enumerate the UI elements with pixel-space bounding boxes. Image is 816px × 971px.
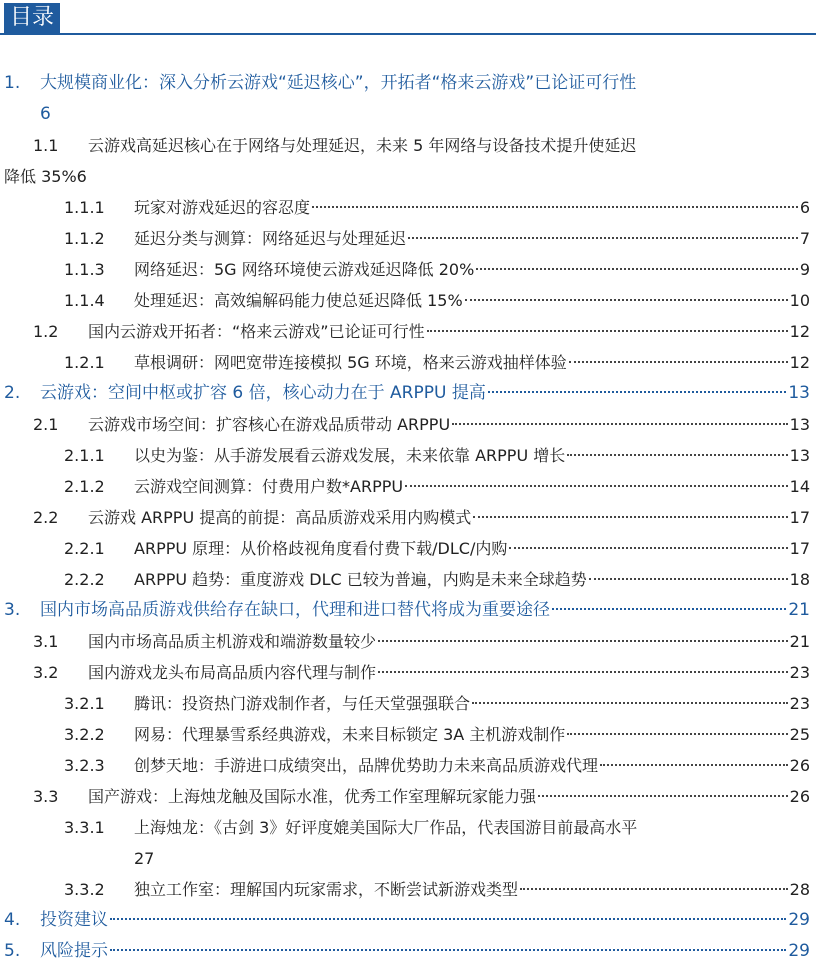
- toc-page: 28: [789, 880, 810, 899]
- toc-number: 2.1.2: [64, 477, 105, 496]
- toc-leader: [567, 733, 787, 735]
- toc-page: 7: [799, 229, 810, 248]
- toc-text: 云游戏市场空间：扩容核心在游戏品质带动 ARPPU: [88, 415, 451, 434]
- toc-entry-2-1[interactable]: [0, 409, 810, 440]
- toc-leader: [552, 608, 786, 610]
- toc-text: 草根调研：网吧宽带连接模拟 5G 环境，格来云游戏抽样体验: [134, 353, 567, 372]
- toc-entry-3-2[interactable]: [0, 657, 810, 688]
- toc-text: 玩家对游戏延迟的容忍度: [134, 198, 311, 217]
- toc-entry-1-1[interactable]: [0, 130, 810, 192]
- toc-number: 1.1.1: [64, 198, 105, 217]
- toc-entry-3-2-3[interactable]: [0, 750, 810, 781]
- toc-page: 12: [789, 322, 810, 341]
- toc-page: 18: [789, 570, 810, 589]
- toc-page: 6: [799, 198, 810, 217]
- toc-entry-1-1-4[interactable]: [0, 285, 810, 316]
- toc-leader: [378, 671, 788, 673]
- toc-text: 云游戏：空间中枢或扩容 6 倍，核心动力在于 ARPPU 提高: [40, 383, 486, 403]
- toc-number: 2.1.1: [64, 446, 105, 465]
- toc-page: 25: [789, 725, 810, 744]
- toc-number: 3.3.2: [64, 880, 105, 899]
- toc-leader: [405, 485, 788, 487]
- toc-leader: [509, 547, 787, 549]
- toc-entry-3-3-2[interactable]: [0, 874, 810, 905]
- toc-page: 17: [789, 539, 810, 558]
- toc-number: 3.2.1: [64, 694, 105, 713]
- toc-text-continuation: 降低 35%6: [4, 167, 87, 186]
- toc-page: 26: [789, 756, 810, 775]
- toc-number: 2.2.2: [64, 570, 105, 589]
- toc-leader: [600, 764, 788, 766]
- toc-page: 13: [789, 415, 810, 434]
- toc-leader: [110, 949, 786, 951]
- toc-entry-3-3-1[interactable]: [0, 812, 810, 874]
- toc-leader: [538, 795, 788, 797]
- toc-number: 2.2.1: [64, 539, 105, 558]
- toc-leader: [567, 454, 787, 456]
- toc-leader: [589, 578, 788, 580]
- toc-text: 独立工作室：理解国内玩家需求，不断尝试新游戏类型: [134, 880, 519, 899]
- toc-leader: [465, 299, 788, 301]
- toc-number: 1.2: [33, 322, 59, 341]
- toc-number: 3.2: [33, 663, 59, 682]
- toc-entry-3[interactable]: [0, 595, 810, 626]
- toc-page: 26: [789, 787, 810, 806]
- toc-entry-1-1-3[interactable]: [0, 254, 810, 285]
- toc-text: 国产游戏：上海烛龙触及国际水准，优秀工作室理解玩家能力强: [88, 787, 537, 806]
- toc-page: 13: [789, 446, 810, 465]
- toc-page: 14: [789, 477, 810, 496]
- toc-leader: [378, 640, 788, 642]
- toc-leader: [312, 206, 798, 208]
- toc-entry-2-2-1[interactable]: [0, 533, 810, 564]
- toc-entry-4[interactable]: [0, 905, 810, 936]
- toc-number: 3.2.2: [64, 725, 105, 744]
- toc-entry-2-1-1[interactable]: [0, 440, 810, 471]
- toc-number: 3.: [4, 600, 21, 620]
- toc-page: 9: [799, 260, 810, 279]
- toc-text: ARPPU 原理：从价格歧视角度看付费下载/DLC/内购: [134, 539, 508, 558]
- toc-entry-2-1-2[interactable]: [0, 471, 810, 502]
- toc-number: 1.1: [33, 136, 59, 155]
- toc-leader: [472, 702, 788, 704]
- toc-entry-1-2[interactable]: [0, 316, 810, 347]
- toc-number: 5.: [4, 941, 21, 961]
- toc-page: 10: [789, 291, 810, 310]
- toc-number: 3.3.1: [64, 818, 105, 837]
- toc-page: 17: [789, 508, 810, 527]
- toc-page: 23: [789, 694, 810, 713]
- toc-text: 国内市场高品质主机游戏和端游数量较少: [88, 632, 377, 651]
- toc-text: 创梦天地：手游进口成绩突出，品牌优势助力未来高品质游戏代理: [134, 756, 599, 775]
- toc-number: 1.1.2: [64, 229, 105, 248]
- toc-text: ARPPU 趋势：重度游戏 DLC 已较为普遍，内购是未来全球趋势: [134, 570, 587, 589]
- toc-text: 国内市场高品质游戏供给存在缺口，代理和进口替代将成为重要途径: [40, 600, 550, 620]
- toc-entry-1[interactable]: [0, 68, 810, 130]
- toc-text: 国内云游戏开拓者：“格来云游戏”已论证可行性: [88, 322, 425, 341]
- toc-text: 以史为鉴：从手游发展看云游戏发展，未来依靠 ARPPU 增长: [134, 446, 566, 465]
- toc-text: 延迟分类与测算：网络延迟与处理延迟: [134, 229, 407, 248]
- toc-text: 云游戏 ARPPU 提高的前提：高品质游戏采用内购模式: [88, 508, 472, 527]
- toc-leader: [520, 888, 788, 890]
- toc-text: 国内游戏龙头布局高品质内容代理与制作: [88, 663, 377, 682]
- toc-text: 上海烛龙：《古剑 3》好评度媲美国际大厂作品，代表国游目前最高水平: [134, 818, 638, 837]
- toc-page: 13: [788, 383, 810, 403]
- toc-entry-3-2-1[interactable]: [0, 688, 810, 719]
- toc-leader: [427, 330, 788, 332]
- toc-leader: [488, 391, 787, 393]
- toc-text: 云游戏空间测算：付费用户数*ARPPU: [134, 477, 404, 496]
- toc-page: 12: [789, 353, 810, 372]
- toc-entry-2-2[interactable]: [0, 502, 810, 533]
- toc-number: 1.1.3: [64, 260, 105, 279]
- toc-number: 3.3: [33, 787, 59, 806]
- title-divider: [0, 33, 816, 35]
- toc-number: 3.1: [33, 632, 59, 651]
- toc-entry-2[interactable]: [0, 378, 810, 409]
- toc-entry-1-2-1[interactable]: [0, 347, 810, 378]
- toc-entry-1-1-2[interactable]: [0, 223, 810, 254]
- toc-leader: [408, 237, 798, 239]
- toc-text: 云游戏高延迟核心在于网络与处理延迟，未来 5 年网络与设备技术提升使延迟: [88, 136, 637, 155]
- toc-page: 6: [40, 104, 51, 124]
- toc-number: 1.2.1: [64, 353, 105, 372]
- toc-leader: [452, 423, 787, 425]
- toc-number: 2.2: [33, 508, 59, 527]
- toc-text: 风险提示: [40, 941, 108, 961]
- table-of-contents: [0, 68, 810, 967]
- toc-page: 29: [788, 941, 810, 961]
- toc-text: 网络延迟：5G 网络环境使云游戏延迟降低 20%: [134, 260, 475, 279]
- toc-number: 1.1.4: [64, 291, 105, 310]
- toc-text: 大规模商业化：深入分析云游戏“延迟核心”，开拓者“格来云游戏”已论证可行性: [40, 73, 637, 93]
- toc-number: 4.: [4, 910, 21, 930]
- toc-title: 目录: [4, 3, 60, 33]
- toc-page: 21: [788, 600, 810, 620]
- toc-leader: [476, 268, 797, 270]
- toc-leader: [569, 361, 788, 363]
- toc-leader: [110, 918, 786, 920]
- toc-page: 23: [789, 663, 810, 682]
- toc-text: 投资建议: [40, 910, 108, 930]
- toc-page: 29: [788, 910, 810, 930]
- toc-entry-3-1[interactable]: [0, 626, 810, 657]
- toc-text: 处理延迟：高效编解码能力使总延迟降低 15%: [134, 291, 463, 310]
- toc-text: 腾讯：投资热门游戏制作者，与任天堂强强联合: [134, 694, 471, 713]
- toc-number: 1.: [4, 73, 21, 93]
- toc-leader: [473, 516, 787, 518]
- toc-number: 2.: [4, 383, 21, 403]
- toc-entry-3-3[interactable]: [0, 781, 810, 812]
- toc-page: 21: [789, 632, 810, 651]
- toc-page: 27: [134, 849, 155, 868]
- toc-number: 3.2.3: [64, 756, 105, 775]
- toc-text: 网易：代理暴雪系经典游戏，未来目标锁定 3A 主机游戏制作: [134, 725, 566, 744]
- toc-entry-3-2-2[interactable]: [0, 719, 810, 750]
- toc-entry-2-2-2[interactable]: [0, 564, 810, 595]
- toc-entry-5[interactable]: [0, 936, 810, 967]
- toc-number: 2.1: [33, 415, 59, 434]
- toc-entry-1-1-1[interactable]: [0, 192, 810, 223]
